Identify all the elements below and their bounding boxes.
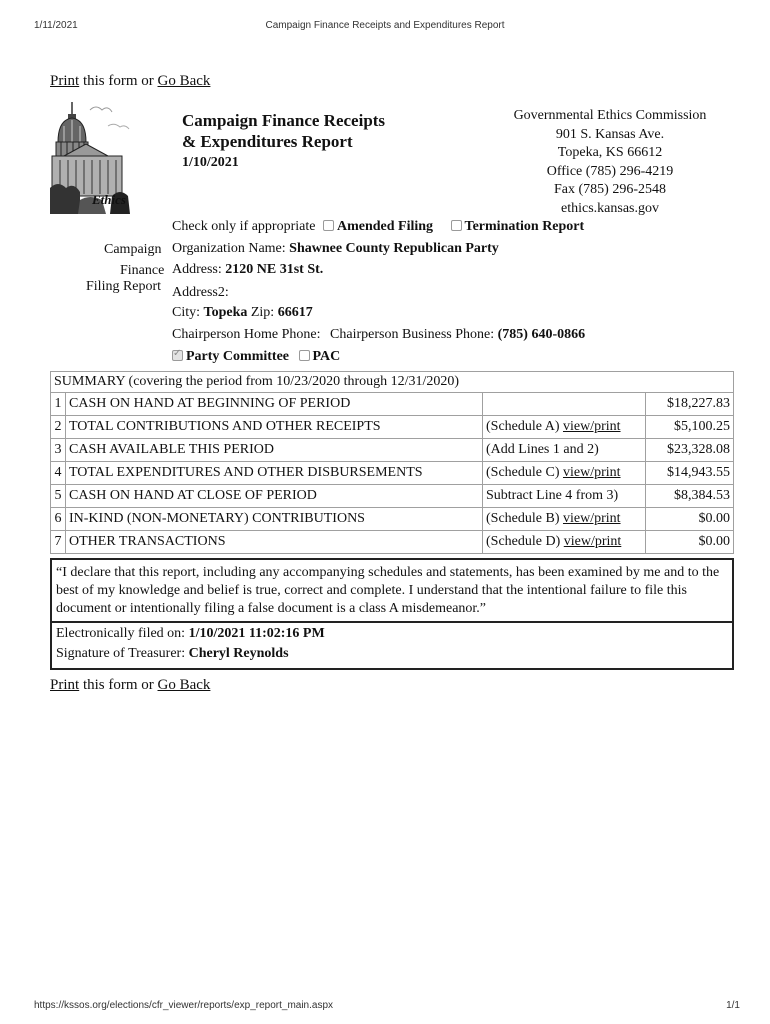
go-back-link[interactable]: Go Back <box>157 73 211 89</box>
summary-amount: $5,100.25 <box>646 416 734 439</box>
schedule-view-print-link[interactable]: view/print <box>562 511 621 526</box>
summary-description: CASH ON HAND AT CLOSE OF PERIOD <box>66 485 483 508</box>
summary-reference-text: Subtract Line 4 from 3) <box>486 488 619 503</box>
address2-label: Address2: <box>172 285 229 300</box>
summary-line-number: 1 <box>51 393 66 416</box>
summary-amount: $23,328.08 <box>646 439 734 462</box>
agency-street: 901 S. Kansas Ave. <box>555 126 665 142</box>
signature-value: Cheryl Reynolds <box>188 646 289 661</box>
agency-office-phone: Office (785) 296-4219 <box>546 163 674 179</box>
organization-name-label: Organization Name: <box>172 241 286 256</box>
pac-checkbox[interactable] <box>299 350 310 361</box>
filed-on-label: Electronically filed on: <box>56 626 186 641</box>
city-value: Topeka <box>203 305 248 320</box>
business-phone-value: (785) 640-0866 <box>497 327 586 342</box>
agency-website: ethics.kansas.gov <box>561 200 659 216</box>
summary-line-number: 7 <box>51 531 66 554</box>
schedule-view-print-link[interactable]: view/print <box>562 465 621 480</box>
summary-reference <box>483 485 646 508</box>
summary-reference-text: (Schedule A) <box>486 419 563 434</box>
bottom-nav <box>50 677 210 694</box>
city-zip-row <box>172 305 313 321</box>
summary-description: TOTAL EXPENDITURES AND OTHER DISBURSEMENTS <box>66 462 483 485</box>
address2-row <box>172 285 229 301</box>
agency-address <box>480 107 740 218</box>
summary-amount: $0.00 <box>646 508 734 531</box>
side-label-campaign: Campaign <box>104 242 162 257</box>
summary-amount: $18,227.83 <box>646 393 734 416</box>
agency-name: Governmental Ethics Commission <box>513 108 707 123</box>
summary-line-number: 3 <box>51 439 66 462</box>
print-title: Campaign Finance Receipts and Expenditures Report <box>265 20 505 31</box>
termination-report-checkbox[interactable] <box>451 220 462 231</box>
signature-row <box>56 644 728 664</box>
summary-caption: SUMMARY (covering the period from 10/23/2020 through 12/31/2020) <box>51 372 734 393</box>
zip-label: Zip: <box>250 305 275 320</box>
zip-value: 66617 <box>277 305 313 320</box>
summary-reference-text: (Schedule B) <box>486 511 563 526</box>
print-footer-url: https://kssos.org/elections/cfr_viewer/reports/exp_report_main.aspx <box>34 1000 334 1011</box>
nav-middle-text: this form or <box>82 73 154 89</box>
organization-name-row <box>172 241 499 257</box>
summary-line-number: 5 <box>51 485 66 508</box>
summary-description: OTHER TRANSACTIONS <box>66 531 483 554</box>
summary-reference <box>483 416 646 439</box>
pac-label: PAC <box>312 349 341 364</box>
summary-amount: $8,384.53 <box>646 485 734 508</box>
amended-filing-checkbox[interactable] <box>323 220 334 231</box>
summary-line-number: 6 <box>51 508 66 531</box>
committee-type-row <box>168 349 340 365</box>
report-title-line1: Campaign Finance Receipts <box>182 111 386 130</box>
organization-name: Shawnee County Republican Party <box>289 241 499 256</box>
report-date: 1/10/2021 <box>182 155 239 170</box>
seal-caption: Ethics <box>92 192 126 207</box>
termination-report-label: Termination Report <box>464 219 585 234</box>
summary-row <box>51 462 734 485</box>
report-title-line2: & Expenditures Report <box>182 132 353 151</box>
summary-caption-row <box>51 372 734 393</box>
print-footer-page: 1/1 <box>726 1000 740 1011</box>
summary-line-number: 2 <box>51 416 66 439</box>
print-link-bottom[interactable]: Print <box>50 677 80 693</box>
summary-reference <box>483 393 646 416</box>
agency-fax: Fax (785) 296-2548 <box>554 182 666 197</box>
city-label: City: <box>172 305 201 320</box>
summary-amount: $14,943.55 <box>646 462 734 485</box>
summary-reference-text: (Add Lines 1 and 2) <box>486 442 599 457</box>
side-label-filing-report: Filing Report <box>86 279 162 294</box>
summary-description: CASH AVAILABLE THIS PERIOD <box>66 439 483 462</box>
summary-reference-text: (Schedule D) <box>486 534 564 549</box>
schedule-view-print-link[interactable]: view/print <box>563 534 622 549</box>
address-row <box>172 262 323 278</box>
summary-line-number: 4 <box>51 462 66 485</box>
party-committee-checkbox[interactable] <box>172 350 183 361</box>
summary-row <box>51 508 734 531</box>
summary-reference <box>483 462 646 485</box>
summary-reference <box>483 508 646 531</box>
business-phone-label: Chairperson Business Phone: <box>330 327 495 342</box>
summary-table <box>50 371 734 554</box>
side-label-finance: Finance <box>120 263 165 278</box>
print-date: 1/11/2021 <box>34 20 78 31</box>
filing-info-box <box>50 621 734 670</box>
go-back-link-bottom[interactable]: Go Back <box>157 677 211 693</box>
summary-amount: $0.00 <box>646 531 734 554</box>
top-nav <box>50 73 210 90</box>
summary-reference-text: (Schedule C) <box>486 465 563 480</box>
summary-row <box>51 531 734 554</box>
summary-description: TOTAL CONTRIBUTIONS AND OTHER RECEIPTS <box>66 416 483 439</box>
amended-filing-label: Amended Filing <box>336 219 434 234</box>
signature-label: Signature of Treasurer: <box>56 646 186 661</box>
agency-city-state: Topeka, KS 66612 <box>557 145 663 160</box>
address-label: Address: <box>172 262 222 277</box>
summary-row <box>51 485 734 508</box>
filed-on-row <box>56 624 728 644</box>
party-committee-label: Party Committee <box>186 349 290 364</box>
schedule-view-print-link[interactable]: view/print <box>562 419 621 434</box>
summary-description: IN-KIND (NON-MONETARY) CONTRIBUTIONS <box>66 508 483 531</box>
kansas-capitol-seal-icon <box>50 96 146 214</box>
summary-description: CASH ON HAND AT BEGINNING OF PERIOD <box>66 393 483 416</box>
filing-type-prompt: Check only if appropriate <box>172 219 316 234</box>
phone-row <box>172 327 585 343</box>
filing-type-row <box>172 219 584 235</box>
summary-row <box>51 393 734 416</box>
summary-reference <box>483 439 646 462</box>
home-phone-label: Chairperson Home Phone: <box>172 327 321 342</box>
summary-reference <box>483 531 646 554</box>
summary-row <box>51 416 734 439</box>
filed-on-value: 1/10/2021 11:02:16 PM <box>188 626 325 641</box>
address-value: 2120 NE 31st St. <box>225 262 324 277</box>
print-link[interactable]: Print <box>50 73 80 89</box>
declaration-box <box>50 558 734 623</box>
nav-middle-text-bottom: this form or <box>82 677 154 693</box>
summary-row <box>51 439 734 462</box>
report-title-block <box>182 110 385 173</box>
declaration-text: “I declare that this report, including any accompanying schedules and statements, has been examined by me and to the best of my knowledge and belief is true, correct and complete. I understand that the intentional failure to file this document or intentionally filing a false document is a class A misdemeanor.” <box>56 565 720 616</box>
